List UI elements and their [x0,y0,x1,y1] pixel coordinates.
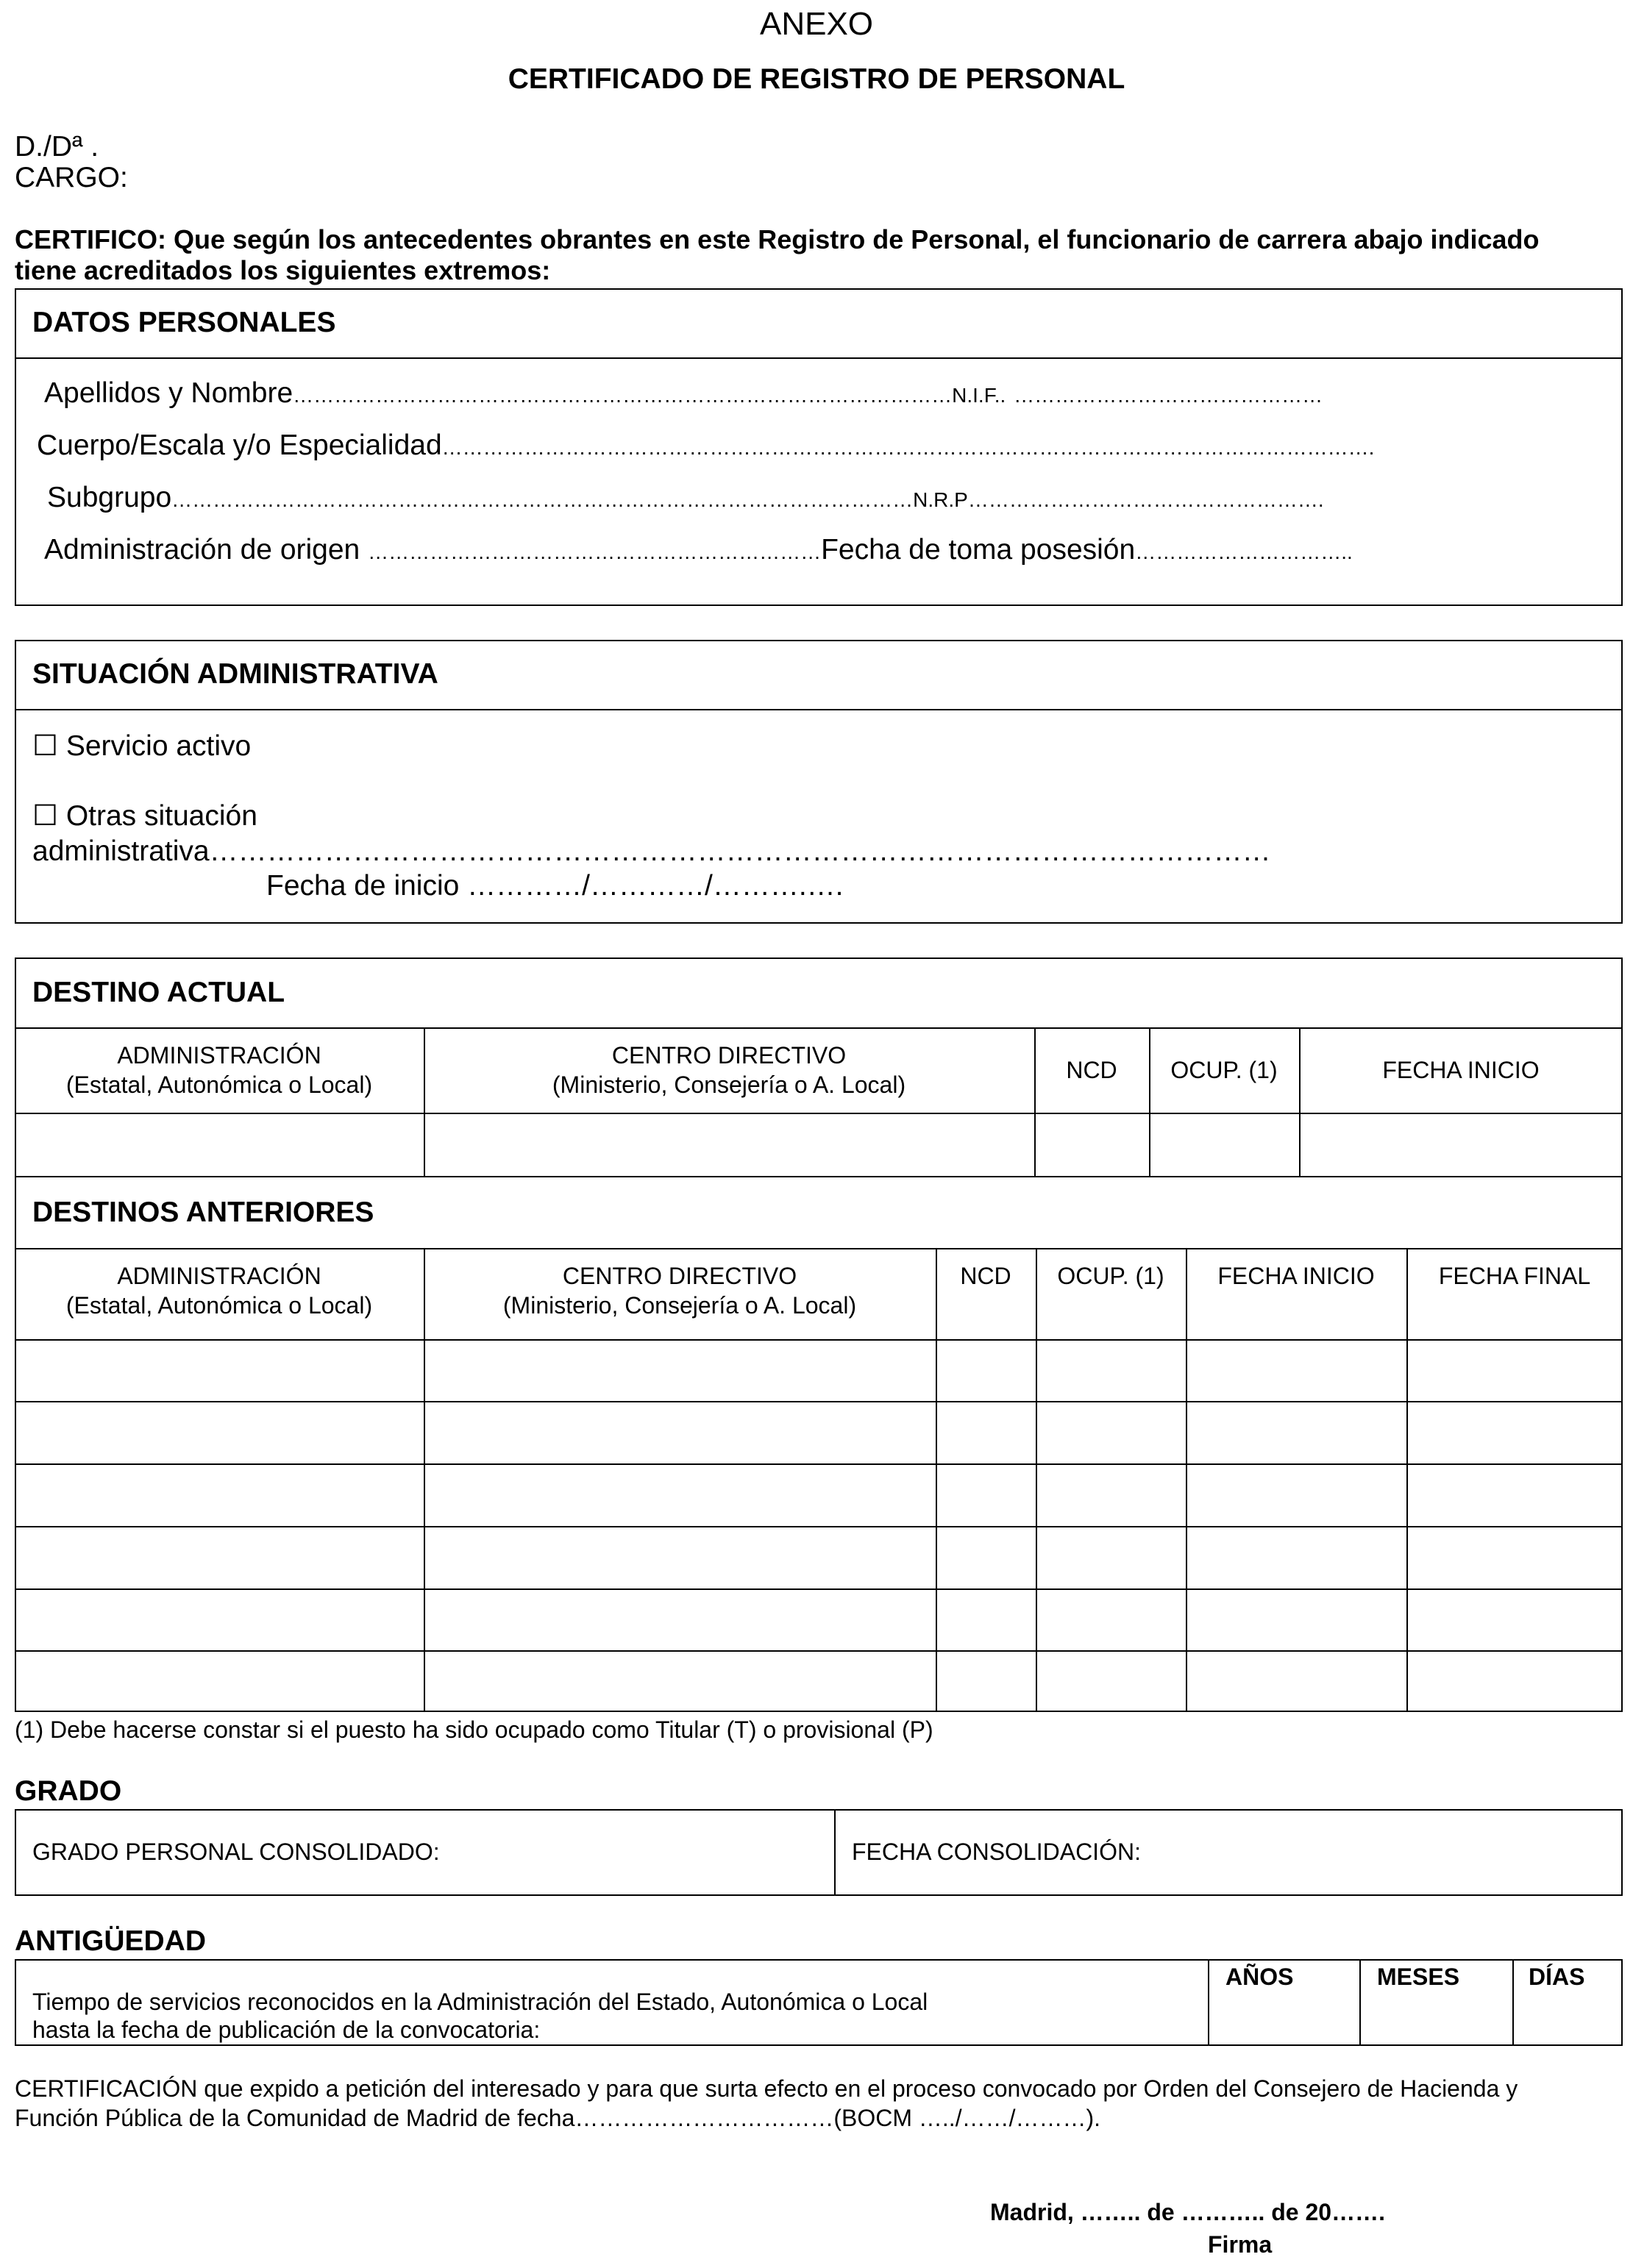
header-line: ADMINISTRACIÓN [117,1042,321,1069]
otras-situacion-label: Otras situación [65,800,257,832]
header-line: (Ministerio, Consejería o A. Local) [552,1071,906,1098]
servicio-activo-option[interactable] [32,730,251,763]
divider [1359,1959,1361,2046]
dias-label: DÍAS [1529,1964,1585,1990]
nrp-label: N.R.P [913,488,968,511]
destino-actual-title: DESTINO ACTUAL [32,977,285,1008]
meses-label: MESES [1377,1964,1460,1990]
fecha-toma-dots: ………………………….. [1135,541,1353,563]
administrativa-line: administrativa………………………………………………………………………………………………… [32,835,1271,867]
nif-dots: ……………………………………… [1014,384,1323,407]
divider [936,1248,937,1712]
table-row-divider [15,1650,1623,1652]
divider [15,1339,1623,1341]
divider [15,709,1623,710]
certifico-text-line1: CERTIFICO: Que según los antecedentes obrantes en este Registro de Personal, el funcionario de carrera abajo indicado [15,224,1540,254]
fecha-toma-label: Fecha de toma posesión [821,534,1136,566]
subgrupo-dots: ……………………………………………………………………………………………… [171,488,914,511]
cuerpo-row [37,429,1596,462]
subgrupo-row [47,482,1599,514]
otras-situacion-option[interactable] [32,799,257,832]
checkbox-icon[interactable]: ☐ [32,730,58,762]
table-row-divider [15,1463,1623,1465]
divider [1299,1027,1301,1176]
document-title: CERTIFICADO DE REGISTRO DE PERSONAL [508,63,1125,95]
header-fecha-inicio [1186,1261,1406,1291]
administracion-label: Administración de origen [44,534,360,566]
certificacion-line2: Función Pública de la Comunidad de Madrid de fecha……………………………(BOCM …../……/………). [15,2105,1101,2131]
dda-label: D./Dª . [15,131,99,163]
situacion-title: SITUACIÓN ADMINISTRATIVA [32,658,438,690]
header-line: OCUP. (1) [1170,1057,1278,1083]
header-fecha-inicio [1299,1055,1623,1085]
header-line: CENTRO DIRECTIVO [611,1042,847,1069]
anexo-title: ANEXO [759,6,874,42]
nif-label: N.I.F.. [952,384,1006,407]
header-line: FECHA INICIO [1382,1057,1540,1083]
header-ncd [936,1261,1036,1291]
apellidos-label: Apellidos y Nombre [44,377,293,409]
divider [1149,1027,1150,1176]
fecha-inicio-line: Fecha de inicio …………/…………/……….…. [266,870,844,902]
divider [1186,1248,1187,1712]
header-line: (Estatal, Autonómica o Local) [65,1292,373,1319]
datos-personales-title: DATOS PERSONALES [32,307,336,338]
antiguedad-title: ANTIGÜEDAD [15,1925,206,1957]
header-ocup [1149,1055,1299,1085]
header-centro-directivo [424,1041,1034,1099]
firma-label: Firma [1208,2231,1273,2258]
cargo-label: CARGO: [15,162,128,193]
divider [15,357,1623,359]
cuerpo-label: Cuerpo/Escala y/o Especialidad [37,429,442,461]
apellidos-row [44,377,1596,410]
madrid-date-line: Madrid, …….. de ……….. de 20……. [990,2199,1385,2225]
header-ncd [1034,1055,1149,1085]
divider [1036,1248,1037,1712]
header-administracion [15,1261,424,1320]
header-line: FECHA INICIO [1217,1263,1375,1289]
certificacion-line1: CERTIFICACIÓN que expido a petición del interesado y para que surta efecto en el proceso convocado por Orden del Consejero de Hacienda y [15,2075,1518,2102]
header-line: CENTRO DIRECTIVO [562,1263,797,1289]
table-row-divider [15,1588,1623,1590]
table-row-divider [15,1526,1623,1527]
antiguedad-text-line2: hasta la fecha de publicación de la convocatoria: [32,2016,541,2043]
header-line: NCD [1066,1057,1117,1083]
header-line: ADMINISTRACIÓN [117,1263,321,1289]
destinos-anteriores-title: DESTINOS ANTERIORES [32,1197,374,1228]
administracion-dots: ………………………………………………………… [368,541,822,563]
divider [1406,1248,1408,1712]
divider [15,1248,1623,1249]
header-line: (Estatal, Autonómica o Local) [65,1071,373,1098]
header-fecha-final [1406,1261,1623,1291]
grado-title: GRADO [15,1775,122,1807]
servicio-activo-label: Servicio activo [65,730,252,762]
nrp-dots: ……………………………………………. [967,488,1324,511]
header-centro-directivo [424,1261,936,1320]
header-ocup [1036,1261,1186,1291]
anos-label: AÑOS [1225,1964,1294,1990]
checkbox-icon[interactable]: ☐ [32,800,58,832]
cuerpo-dots: ………………………………………………………………………………………………………………………. [441,436,1375,459]
header-line: OCUP. (1) [1057,1263,1164,1289]
grado-personal-label: GRADO PERSONAL CONSOLIDADO: [32,1839,440,1865]
subgrupo-label: Subgrupo [47,482,172,513]
administracion-row [44,534,1596,566]
header-line: NCD [960,1263,1011,1289]
table-row-divider [15,1401,1623,1402]
fecha-consolidacion-label: FECHA CONSOLIDACIÓN: [852,1839,1141,1865]
apellidos-dots: …………………………………………………………………………………… [293,384,953,407]
divider [15,1027,1623,1029]
antiguedad-text-line1: Tiempo de servicios reconocidos en la Administración del Estado, Autonómica o Local [32,1989,928,2015]
divider [834,1809,836,1896]
footnote: (1) Debe hacerse constar si el puesto ha sido ocupado como Titular (T) o provisional (P) [15,1716,933,1743]
divider [1208,1959,1209,2046]
divider [1034,1027,1036,1176]
header-administracion [15,1041,424,1099]
certifico-text-line2: tiene acreditados los siguientes extremos: [15,255,551,285]
header-line: (Ministerio, Consejería o A. Local) [502,1292,857,1319]
divider [15,1176,1623,1177]
header-line: FECHA FINAL [1438,1263,1591,1289]
divider [1512,1959,1514,2046]
divider [15,1113,1623,1114]
